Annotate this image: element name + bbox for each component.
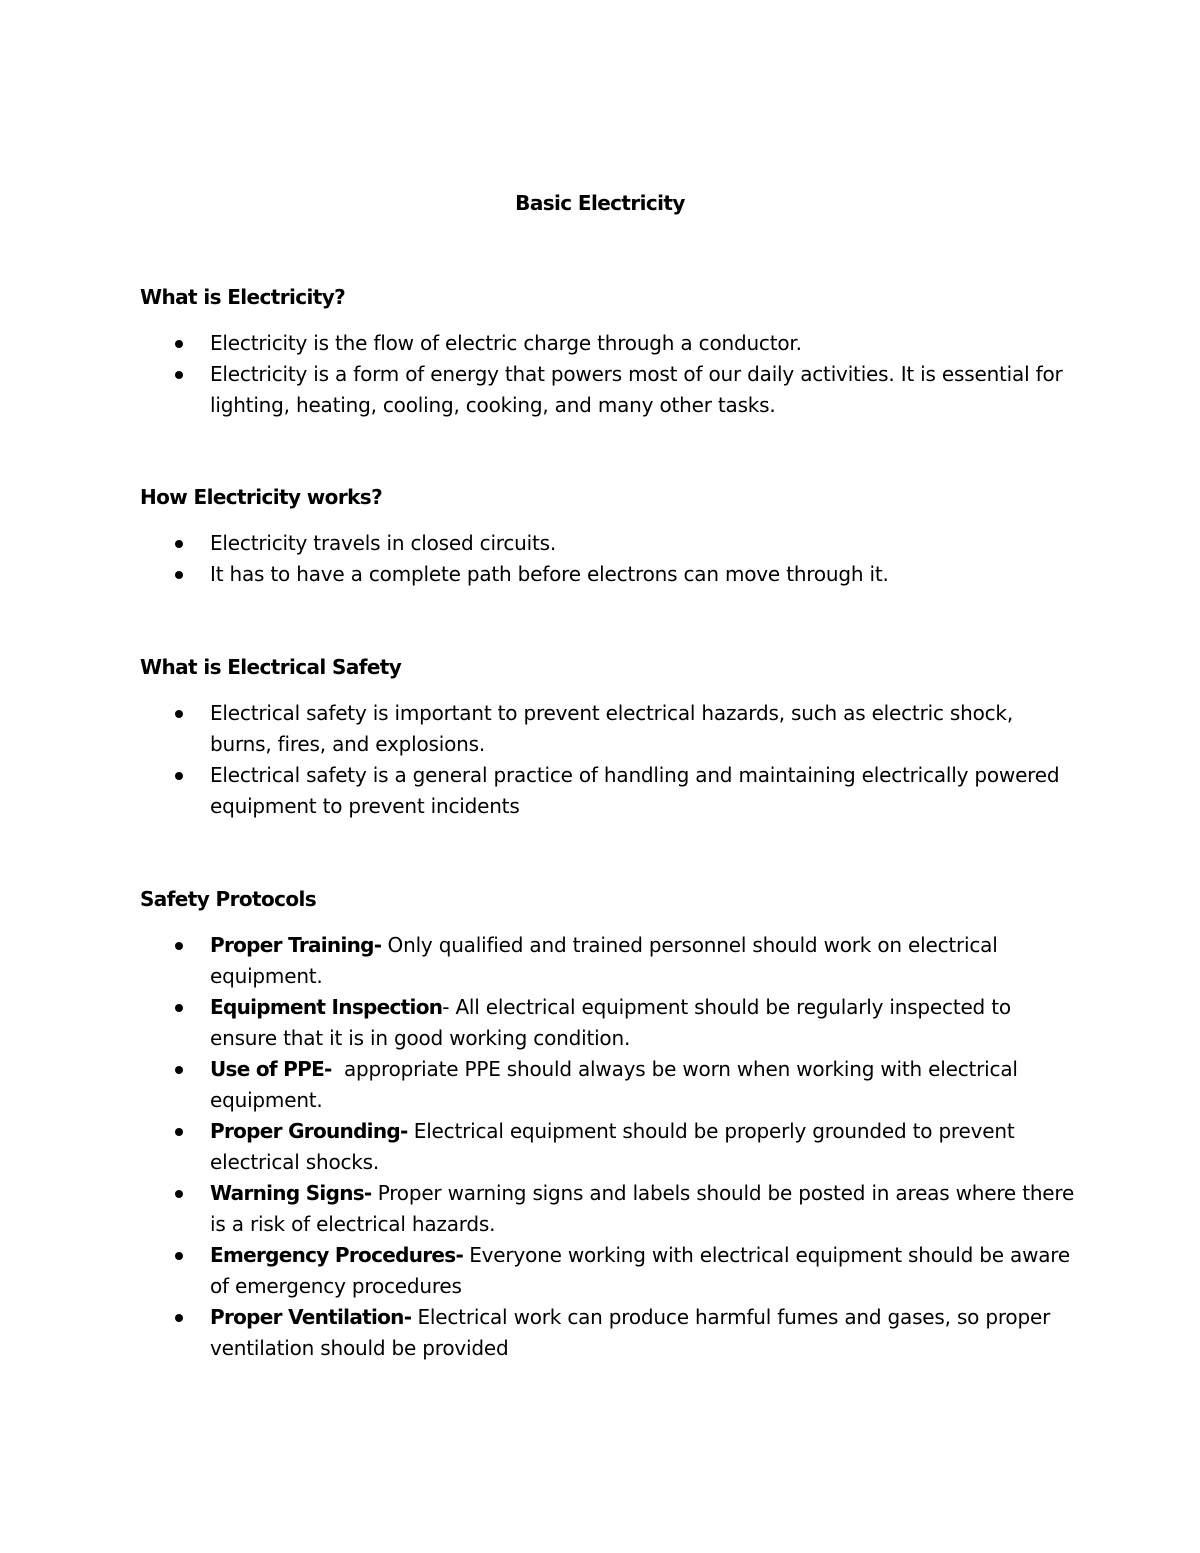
bullet-icon <box>175 371 183 379</box>
list-item <box>140 1240 1080 1302</box>
list-item <box>140 1116 1080 1178</box>
list-item-text: Electrical safety is important to prevent electrical hazards, such as electric shock, burns, fires, and explosions. <box>210 701 1013 756</box>
bullet-icon <box>175 710 183 718</box>
list-item-text: Electricity is the flow of electric charge through a conductor. <box>210 331 802 355</box>
section-safety-protocols <box>140 884 1080 1364</box>
list-item <box>140 328 1080 359</box>
bullet-list <box>140 528 1080 590</box>
section-heading: How Electricity works? <box>140 485 383 509</box>
list-item <box>140 992 1080 1054</box>
list-item <box>140 1178 1080 1240</box>
section-electrical-safety <box>140 652 1080 822</box>
bullet-icon <box>175 772 183 780</box>
bullet-icon <box>175 1004 183 1012</box>
list-item-text: Electricity is a form of energy that powers most of our daily activities. It is essential for lighting, heating, cooling, cooking, and many other tasks. <box>210 362 1063 417</box>
protocol-description: Proper warning signs and labels should be posted in areas where there is a risk of electrical hazards. <box>210 1181 1075 1236</box>
list-item <box>140 559 1080 590</box>
bullet-icon <box>175 1128 183 1136</box>
list-item <box>140 1302 1080 1364</box>
bullet-list <box>140 328 1080 421</box>
list-item-text: Electricity travels in closed circuits. <box>210 531 557 555</box>
bullet-icon <box>175 1190 183 1198</box>
bullet-icon <box>175 1066 183 1074</box>
protocol-term: Warning Signs- <box>210 1181 372 1205</box>
section-heading: Safety Protocols <box>140 887 317 911</box>
section-heading: What is Electricity? <box>140 285 346 309</box>
list-item <box>140 698 1080 760</box>
protocol-term: Use of PPE- <box>210 1057 332 1081</box>
protocol-term: Emergency Procedures- <box>210 1243 464 1267</box>
section-what-is-electricity <box>140 282 1080 421</box>
bullet-icon <box>175 1252 183 1260</box>
list-item <box>140 930 1080 992</box>
protocol-term: Proper Ventilation- <box>210 1305 412 1329</box>
list-item <box>140 1054 1080 1116</box>
protocol-term: Proper Training- <box>210 933 382 957</box>
section-heading: What is Electrical Safety <box>140 655 402 679</box>
document-title: Basic Electricity <box>515 191 685 215</box>
protocol-description: appropriate PPE should always be worn when working with electrical equipment. <box>210 1057 1024 1112</box>
list-item-text: It has to have a complete path before electrons can move through it. <box>210 562 889 586</box>
bullet-icon <box>175 942 183 950</box>
list-item <box>140 760 1080 822</box>
list-item <box>140 528 1080 559</box>
section-how-electricity-works <box>140 482 1080 590</box>
bullet-list <box>140 930 1080 1364</box>
protocol-term: Equipment Inspection <box>210 995 443 1019</box>
bullet-list <box>140 698 1080 822</box>
list-item-text: Electrical safety is a general practice of handling and maintaining electrically powered equipment to prevent incidents <box>210 763 1060 818</box>
list-item <box>140 359 1080 421</box>
protocol-description: Everyone working with electrical equipment should be aware of emergency procedures <box>210 1243 1070 1298</box>
bullet-icon <box>175 540 183 548</box>
bullet-icon <box>175 340 183 348</box>
bullet-icon <box>175 571 183 579</box>
protocol-term: Proper Grounding- <box>210 1119 408 1143</box>
protocol-description: - All electrical equipment should be regularly inspected to ensure that it is in good working condition. <box>210 995 1011 1050</box>
protocol-description: Only qualified and trained personnel should work on electrical equipment. <box>210 933 998 988</box>
bullet-icon <box>175 1314 183 1322</box>
protocol-description: Electrical work can produce harmful fumes and gases, so proper ventilation should be provided <box>210 1305 1051 1360</box>
protocol-description: Electrical equipment should be properly grounded to prevent electrical shocks. <box>210 1119 1015 1174</box>
